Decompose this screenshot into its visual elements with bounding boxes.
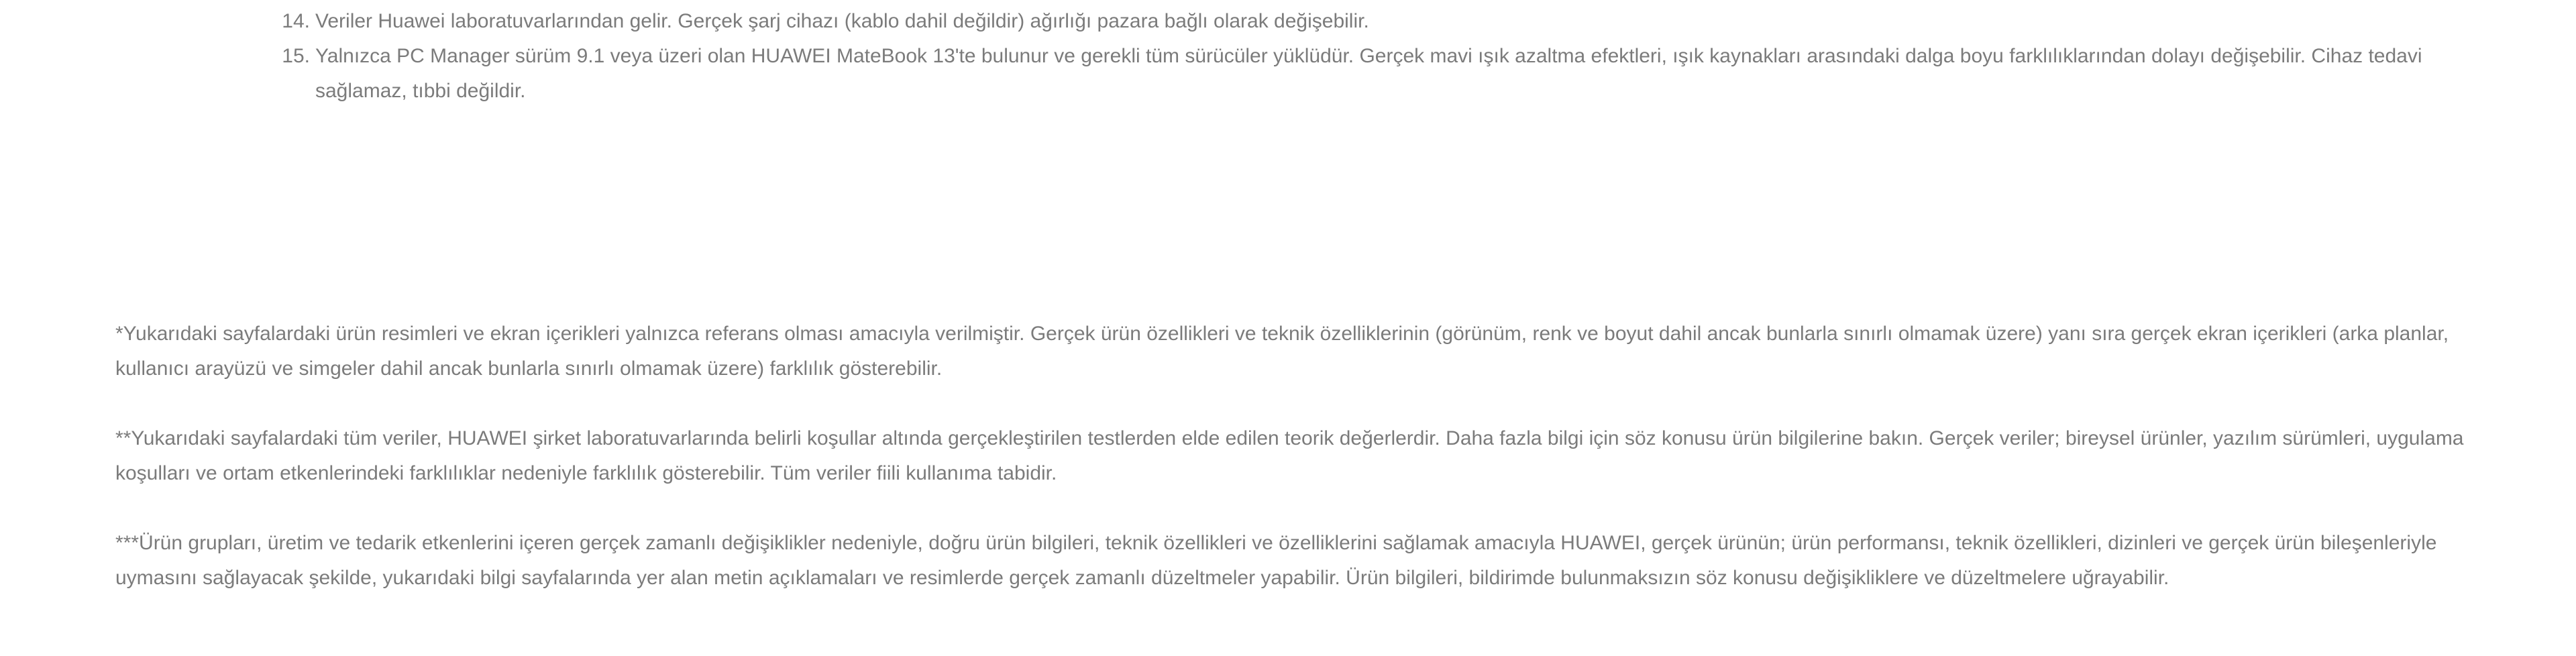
- footnote-text: Yalnızca PC Manager sürüm 9.1 veya üzeri olan HUAWEI MateBook 13'te bulunur ve gerekli tüm sürücüler yüklüdür. Gerçek mavi ışık azaltma efektleri, ışık kaynakları arasındaki dalga boyu farklılıklarından dolayı değişebilir. Cihaz tedavi sağlamaz, tıbbi değildir.: [315, 45, 2422, 102]
- footnote-item-15: [275, 39, 2475, 109]
- footnote-list: [275, 4, 2475, 109]
- footnote-number: 15.: [282, 45, 310, 67]
- footnote-number: 14.: [282, 10, 310, 32]
- disclaimer-test-data: **Yukarıdaki sayfalardaki tüm veriler, HUAWEI şirket laboratuvarlarında belirli koşullar altında gerçekleştirilen testlerden elde edilen teorik değerlerdir. Daha fazla bilgi için söz konusu ürün bilgilerine bakın. Gerçek veriler; bireysel ürünler, yazılım sürümleri, uygulama koşulları ve ortam etkenlerindeki farklılıklar nedeniyle farklılık gösterebilir. Tüm veriler fiili kullanıma tabidir.: [115, 427, 2464, 484]
- footnote-item-14: [275, 4, 2475, 39]
- disclaimer-product-images: *Yukarıdaki sayfalardaki ürün resimleri ve ekran içerikleri yalnızca referans olması amacıyla verilmiştir. Gerçek ürün özellikleri ve teknik özelliklerinin (görünüm, renk ve boyut dahil ancak bunlarla sınırlı olmamak üzere) yanı sıra gerçek ekran içerikleri (arka planlar, kullanıcı arayüzü ve simgeler dahil ancak bunlarla sınırlı olmamak üzere) farklılık gösterebilir.: [115, 323, 2449, 380]
- disclaimer-realtime-changes: ***Ürün grupları, üretim ve tedarik etkenlerini içeren gerçek zamanlı değişiklikler nedeniyle, doğru ürün bilgileri, teknik özellikleri ve özelliklerini sağlamak amacıyla HUAWEI, gerçek ürünün; ürün performansı, teknik özellikleri, dizinleri ve gerçek ürün bileşenleriyle uymasını sağlayacak şekilde, yukarıdaki bilgi sayfalarında yer alan metin açıklamaları ve resimlerde gerçek zamanlı düzeltmeler yapabilir. Ürün bilgileri, bildirimde bulunmaksızın söz konusu değişikliklere ve düzeltmelere uğrayabilir.: [115, 532, 2437, 589]
- footnote-text: Veriler Huawei laboratuvarlarından gelir. Gerçek şarj cihazı (kablo dahil değildir) ağırlığı pazara bağlı olarak değişebilir.: [315, 10, 1369, 32]
